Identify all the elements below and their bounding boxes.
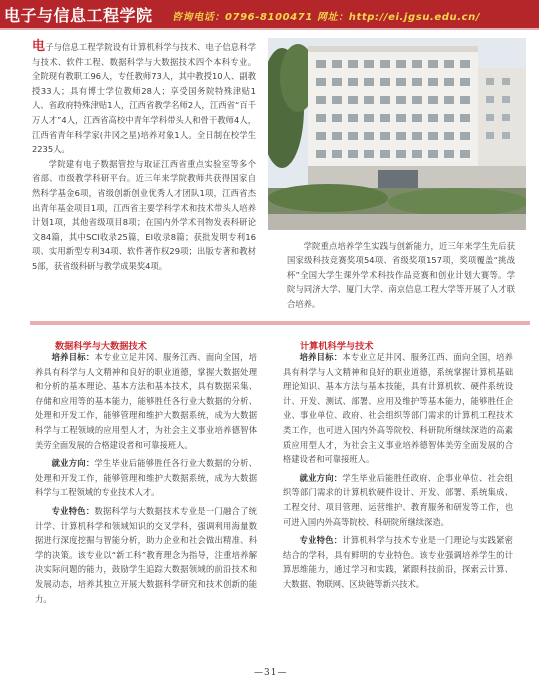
intro-paragraph-1-text: 子与信息工程学院设有计算机科学与技术、电子信息科学与技术、软件工程、数据科学与大数据技术四个本科专业。全院现有教职工96人，专任教师73人，其中教授10人、副教授33人；具有博士学位教师28人；享受国务院特殊津贴1人、省政府特殊津贴1人，江西省教学名师2人，江西省“百千万人才”4人，江西省高校中青年学科带头人和骨干教师4人，江西省青年科学家(井冈之星)培养对象1人。全日制在校学生2235人。 [32, 42, 256, 155]
right-career-text: 学生毕业后能胜任政府、企事业单位、社会组织等部门需求的计算机软硬件设计、开发、部署、系统集成、工程交付、项目管理、运营维护、教育服务和研发等工作，也可进入国内外高等院校、科研院所继续深造。 [283, 472, 513, 527]
header-underline [0, 28, 539, 30]
drop-cap: 电 [32, 39, 46, 54]
left-feature-text: 数据科学与大数据技术专业是一门融合了统计学、计算机科学和领域知识的交叉学科，强调利用海量数据进行深度挖掘与智能分析，助力企业和社会做出精准、科学的决策。该专业以“新工科”教育理念为指导，注重培养解决实际问题的能力，鼓励学生追踪大数据领域的前沿技术和发展动态，培养其独立开展大数据科学研究和技术创新的能力。 [35, 505, 257, 604]
left-career-label: 就业方向： [51, 458, 95, 469]
college-title: 电子与信息工程学院 [4, 6, 153, 25]
left-career-text: 学生毕业后能够胜任各行业大数据的分析、处理和开发工作，能够管理和维护大数据系统，成为大数据科学与工程领域的专业技术人才。 [35, 458, 257, 498]
page-header [0, 0, 539, 28]
left-feature-label: 专业特色： [51, 505, 95, 516]
right-feature [283, 533, 513, 591]
left-feature [35, 504, 257, 606]
right-feature-text: 计算机科学与技术专业是一门理论与实践紧密结合的学科，具有鲜明的专业特色。该专业强调培养学生的计算思维能力，通过学习和实践，紧跟科技前沿，探索云计算、大数据、物联网、区块链等新兴技术。 [283, 535, 513, 589]
college-intro [32, 40, 256, 274]
left-goal [35, 350, 257, 452]
practice-paragraph: 学院重点培养学生实践与创新能力，近三年来学生先后获国家级科技竞赛奖项54项、省级奖项157项，奖项覆盖“挑战杯”全国大学生课外学术科技作品竞赛和创业计划大赛等。学院与同济大学、厦门大学、南京信息工程大学等开展了人才联合培养。 [287, 241, 515, 309]
intro-paragraph-1 [32, 40, 256, 157]
left-section-body [35, 350, 257, 606]
left-goal-text: 本专业立足井冈、服务江西、面向全国，培养具有科学与人文精神和良好的职业道德，掌握大数据处理和分析的基本理论、基本方法和基本技术，具有数据采集、存储和应用等的基本能力，能够胜任各行业大数据的分析、处理和开发工作，能够管理和维护大数据系统，成为大数据科学与工程领域的应用型人才，为社会主义事业培养德智体美劳全面发展的合格建设者和可靠接班人。 [35, 352, 257, 450]
building-illustration [268, 38, 526, 230]
contact-info: 咨询电话：0796-8100471 网址：http://ei.jgsu.edu.cn/ [172, 12, 481, 23]
right-goal [283, 350, 513, 467]
right-career-label: 就业方向： [299, 472, 343, 483]
left-section-title: 数据科学与大数据技术 [55, 341, 147, 352]
section-divider [30, 321, 530, 325]
right-career [283, 471, 513, 529]
right-goal-label: 培养目标： [299, 352, 343, 362]
right-feature-label: 专业特色： [299, 535, 343, 546]
right-section-title: 计算机科学与技术 [300, 341, 374, 352]
right-goal-text: 本专业立足井冈、服务江西、面向全国，培养具有科学与人文精神和良好的职业道德，系统掌握计算机基础理论知识、基本方法与基本技能，具有计算机软、硬件系统设计、开发、测试、部署、应用及维护等基本能力，能够胜任企业、事业单位、政府、社会组织等部门需求的计算机工程技术类工作，也可进入国内外高等院校、科研院所继续深造的高素质应用型人才，为社会主义事业培养德智体美劳全面发展的合格建设者和可靠接班人。 [283, 352, 513, 465]
campus-building-photo [268, 38, 526, 230]
intro-paragraph-2: 学院建有电子数据管控与取证江西省重点实验室等多个省部、市级教学科研平台。近三年来学院教师共获得国家自然科学基金6项，省级创新创业优秀人才团队1项，江西省杰出青年基金项目1项，江西省主要学科学术和技术带头人培养计划1项，其他省级项目8项；在国内外学术刊物发表科研论文84篇，其中SCI收录25篇，EI收录8篇；获批发明专利16项、实用新型专利34项、软件著作权29项；出版专著和教材5部，获省级科研与教学成果奖4项。 [32, 158, 256, 271]
left-goal-label: 培养目标： [51, 352, 95, 362]
left-career [35, 456, 257, 500]
right-section-body [283, 350, 513, 592]
page-number: —31— [254, 668, 288, 678]
